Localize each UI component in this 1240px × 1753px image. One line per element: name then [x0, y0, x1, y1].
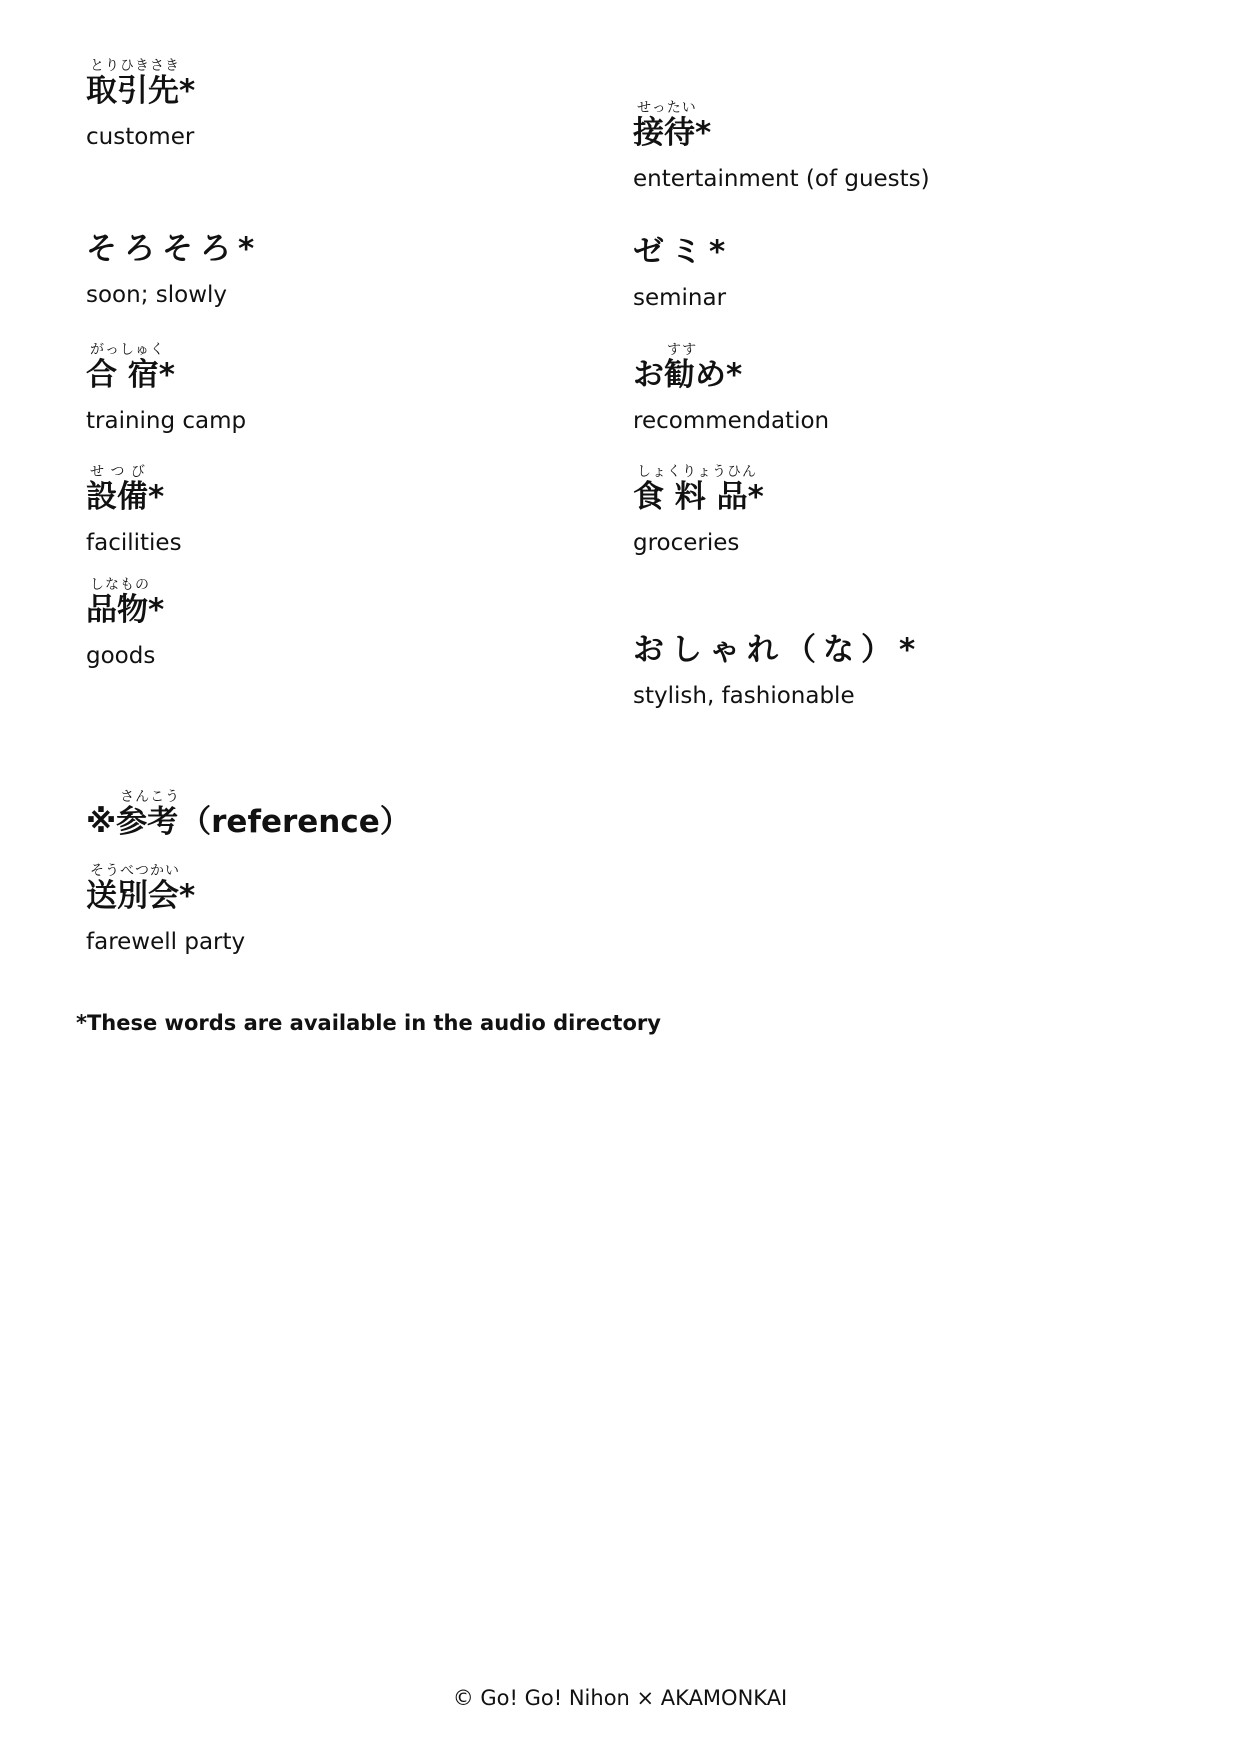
- vocab-entry: [86, 864, 245, 956]
- vocab-entry: [86, 343, 246, 435]
- vocab-meaning: recommendation: [633, 408, 830, 434]
- furigana: さんこう: [120, 789, 181, 805]
- furigana: そうべつかい: [90, 863, 180, 879]
- vocab-word: おしゃれ（な）*: [633, 632, 923, 668]
- vocab-entry: [633, 632, 922, 710]
- furigana: がっしゅく: [90, 342, 165, 358]
- reference-kanji: 参考: [116, 804, 179, 840]
- vocab-entry: [86, 59, 195, 151]
- vocab-meaning: farewell party: [86, 929, 246, 955]
- vocab-word: 接待*: [633, 115, 712, 151]
- copyright-footer: © Go! Go! Nihon × AKAMONKAI: [452, 1686, 788, 1710]
- vocab-entry: [633, 234, 732, 312]
- furigana: しなもの: [90, 577, 150, 593]
- furigana: しょくりょうひん: [637, 464, 757, 480]
- vocab-word: 合 宿*: [86, 357, 176, 393]
- reference-heading: [86, 790, 411, 840]
- vocab-entry: [86, 578, 164, 670]
- vocab-word: お勧め*: [633, 357, 743, 393]
- vocab-meaning: groceries: [633, 530, 740, 556]
- furigana: せ つ び: [90, 464, 146, 480]
- furigana: すす: [667, 342, 698, 358]
- vocab-entry: [86, 465, 182, 557]
- vocab-meaning: facilities: [86, 530, 182, 556]
- furigana: せったい: [637, 100, 697, 116]
- vocab-word: 品物*: [86, 592, 165, 628]
- vocab-entry: [633, 465, 764, 557]
- vocab-entry: [633, 343, 829, 435]
- vocab-meaning: seminar: [633, 285, 727, 311]
- vocab-meaning: stylish, fashionable: [633, 683, 855, 709]
- vocab-word: 設備*: [86, 479, 165, 515]
- vocab-word: 取引先*: [86, 73, 196, 109]
- vocab-meaning: training camp: [86, 408, 247, 434]
- vocab-meaning: goods: [86, 643, 156, 669]
- vocab-meaning: soon; slowly: [86, 282, 228, 308]
- vocab-entry: [86, 231, 261, 309]
- vocab-entry: [633, 101, 930, 193]
- vocab-word: 食 料 品*: [633, 479, 764, 515]
- furigana: とりひきさき: [90, 58, 180, 74]
- vocab-word: ゼミ*: [633, 234, 733, 270]
- reference-label: （reference）: [180, 804, 411, 840]
- audio-note: *These words are available in the audio directory: [76, 1011, 661, 1035]
- reference-mark: ※: [86, 804, 117, 840]
- vocab-meaning: entertainment (of guests): [633, 166, 930, 192]
- vocab-word: 送別会*: [86, 878, 196, 914]
- vocab-word: そろそろ*: [86, 231, 262, 267]
- vocab-meaning: customer: [86, 124, 195, 150]
